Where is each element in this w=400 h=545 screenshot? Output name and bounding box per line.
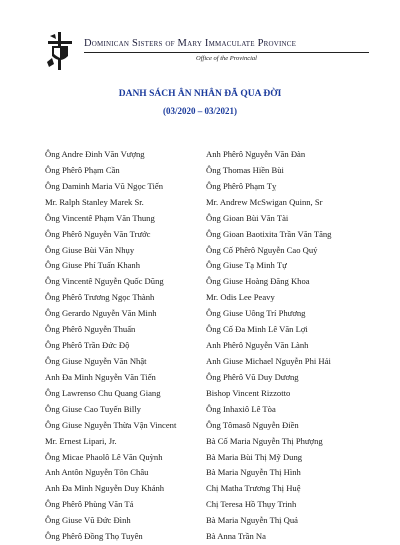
letterhead-divider [84,52,369,53]
benefactor-name: Ông Phêrô Phạm Cần [45,164,120,175]
benefactor-name: Mr. Odis Lee Peavy [206,292,275,303]
benefactor-name: Ông Giuse Bùi Văn Nhụy [45,244,135,255]
benefactor-name: Chị Matha Trương Thị Huệ [206,483,301,494]
benefactor-name: Ông Giuse Nguyễn Thừa Vận Vincent [45,419,177,430]
benefactor-name: Ông Phêrô Vũ Duy Dương [206,371,299,382]
benefactor-name: Ông Tômasô Nguyễn Điền [206,419,299,430]
benefactor-name: Ông Thomas Hiền Bùi [206,164,284,175]
document-date-range: (03/2020 – 03/2021) [163,106,237,116]
benefactor-name: Bà Maria Nguyễn Thị Hình [206,467,301,478]
benefactor-name: Ông Giuse Hoàng Đăng Khoa [206,276,310,287]
benefactor-name: Chị Teresa Hồ Thụy Trinh [206,499,297,510]
benefactor-name: Anh Đa Minh Nguyễn Duy Khánh [45,483,165,494]
benefactor-name: Ông Cố Phêrô Nguyễn Cao Quý [206,244,318,255]
benefactor-name: Ông Phêrô Phạm Tỵ [206,180,277,191]
benefactor-name: Ông Phêrô Nguyễn Văn Trước [45,228,151,239]
benefactor-name: Ông Daminh Maria Vũ Ngọc Tiến [45,180,163,191]
benefactor-name: Ông Cố Đa Minh Lê Văn Lợi [206,324,308,335]
document-title: DANH SÁCH ÂN NHÂN ĐÃ QUA ĐỜI [118,89,282,99]
benefactor-name: Ông Vincentê Phạm Văn Thung [45,212,155,223]
benefactor-name: Ông Andre Đinh Văn Vượng [45,149,145,159]
benefactor-name: Ông Giuse Cao Tuyến Billy [45,403,141,414]
benefactor-name: Ông Giuse Nguyễn Văn Nhật [45,355,147,366]
benefactor-name: Mr. Andrew McSwigan Quinn, Sr [206,196,323,207]
benefactor-name: Anh Phêrô Nguyễn Văn Lành [206,340,309,351]
organization-name: Dominican Sisters of Mary Immaculate Province [84,38,297,49]
benefactor-name: Anh Phêrô Nguyễn Văn Đàn [206,149,306,159]
benefactor-name: Mr. Ralph Stanley Marek Sr. [45,196,144,207]
benefactor-name: Anh Giuse Michael Nguyễn Phi Hải [206,355,331,366]
benefactor-name: Ông Giuse Phí Tuấn Khanh [45,260,141,271]
benefactor-name: Ông Phêrô Phùng Văn Tá [45,499,134,510]
benefactor-name: Bà Maria Bùi Thị Mỹ Dung [206,451,303,462]
benefactor-name: Anh Antôn Nguyễn Tôn Châu [45,467,149,478]
benefactor-name: Ông Giuse Uông Trí Phương [206,308,306,319]
benefactor-name: Ông Inhaxiô Lê Tòa [206,403,276,414]
right-name-column [206,147,381,545]
benefactor-name: Bà Anna Trần Na [206,531,266,542]
benefactor-name: Ông Phêrô Trương Ngọc Thành [45,292,155,303]
benefactor-name: Bà Cố Maria Nguyễn Thị Phượng [206,435,323,446]
benefactor-name: Bà Maria Nguyễn Thị Quả [206,515,298,526]
benefactor-name: Ông Lawrenso Chu Quang Giang [45,387,161,398]
benefactor-name: Ông Giuse Vũ Đức Đình [45,515,131,526]
benefactor-name: Ông Gioan Bùi Văn Tài [206,212,289,223]
benefactor-name: Ông Micae Phaolô Lê Văn Quỳnh [45,451,163,462]
dominican-cross-logo [46,32,76,70]
benefactor-name: Anh Đa Minh Nguyễn Văn Tiến [45,371,156,382]
benefactor-name: Mr. Ernest Lipari, Jr. [45,435,117,446]
benefactor-name: Ông Phêrô Nguyễn Thuấn [45,324,136,335]
benefactor-name: Ông Gerardo Nguyễn Văn Minh [45,308,157,319]
letterhead [46,32,366,70]
benefactor-name: Ông Phêrô Trần Đức Độ [45,340,130,351]
benefactor-name: Ông Giuse Tạ Minh Tự [206,260,287,271]
left-name-column [45,147,220,545]
benefactor-name: Ông Phêrô Đồng Thọ Tuyên [45,531,143,542]
benefactor-name: Ông Gioan Baotixita Trần Văn Tăng [206,228,332,239]
benefactor-name: Bishop Vincent Rizzotto [206,387,291,398]
benefactor-name: Ông Vincentê Nguyễn Quốc Dũng [45,276,164,287]
office-label: Office of the Provincial [196,55,257,62]
